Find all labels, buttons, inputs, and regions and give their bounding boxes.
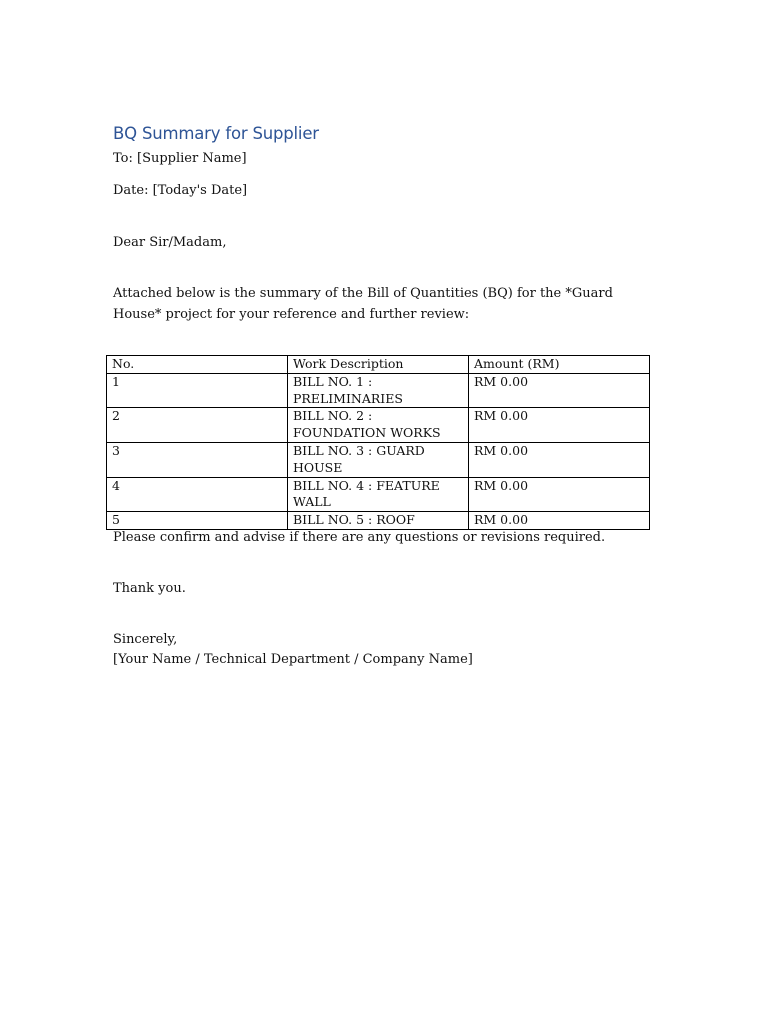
row-no: 5	[107, 512, 288, 530]
table-header-row	[107, 356, 650, 374]
row-description: BILL NO. 4 : FEATURE WALL	[288, 477, 469, 512]
row-description: BILL NO. 5 : ROOF	[288, 512, 469, 530]
table-row	[107, 373, 650, 408]
thank-you-line: Thank you.	[113, 581, 186, 596]
row-description: BILL NO. 3 : GUARD HOUSE	[288, 442, 469, 477]
salutation: Dear Sir/Madam,	[113, 235, 227, 250]
row-description: BILL NO. 1 : PRELIMINARIES	[288, 373, 469, 408]
table-row	[107, 477, 650, 512]
row-amount: RM 0.00	[469, 477, 650, 512]
intro-paragraph: Attached below is the summary of the Bill of Quantities (BQ) for the *Guard House* project for your reference and further review:	[113, 286, 613, 322]
row-amount: RM 0.00	[469, 442, 650, 477]
row-amount: RM 0.00	[469, 373, 650, 408]
row-description: BILL NO. 2 : FOUNDATION WORKS	[288, 408, 469, 443]
signature-block: [Your Name / Technical Department / Company Name]	[113, 652, 473, 667]
row-no: 4	[107, 477, 288, 512]
closing-request: Please confirm and advise if there are any questions or revisions required.	[113, 530, 606, 545]
row-amount: RM 0.00	[469, 408, 650, 443]
row-no: 3	[107, 442, 288, 477]
table-row	[107, 442, 650, 477]
row-no: 1	[107, 373, 288, 408]
sign-off: Sincerely,	[113, 632, 178, 647]
header-no: No.	[107, 356, 288, 374]
header-amount: Amount (RM)	[469, 356, 650, 374]
header-work-description: Work Description	[288, 356, 469, 374]
row-no: 2	[107, 408, 288, 443]
document-title: BQ Summary for Supplier	[113, 124, 319, 143]
table-row	[107, 408, 650, 443]
date-line: Date: [Today's Date]	[113, 183, 248, 198]
recipient-line: To: [Supplier Name]	[113, 151, 247, 166]
row-amount: RM 0.00	[469, 512, 650, 530]
bq-summary-table	[106, 355, 650, 530]
